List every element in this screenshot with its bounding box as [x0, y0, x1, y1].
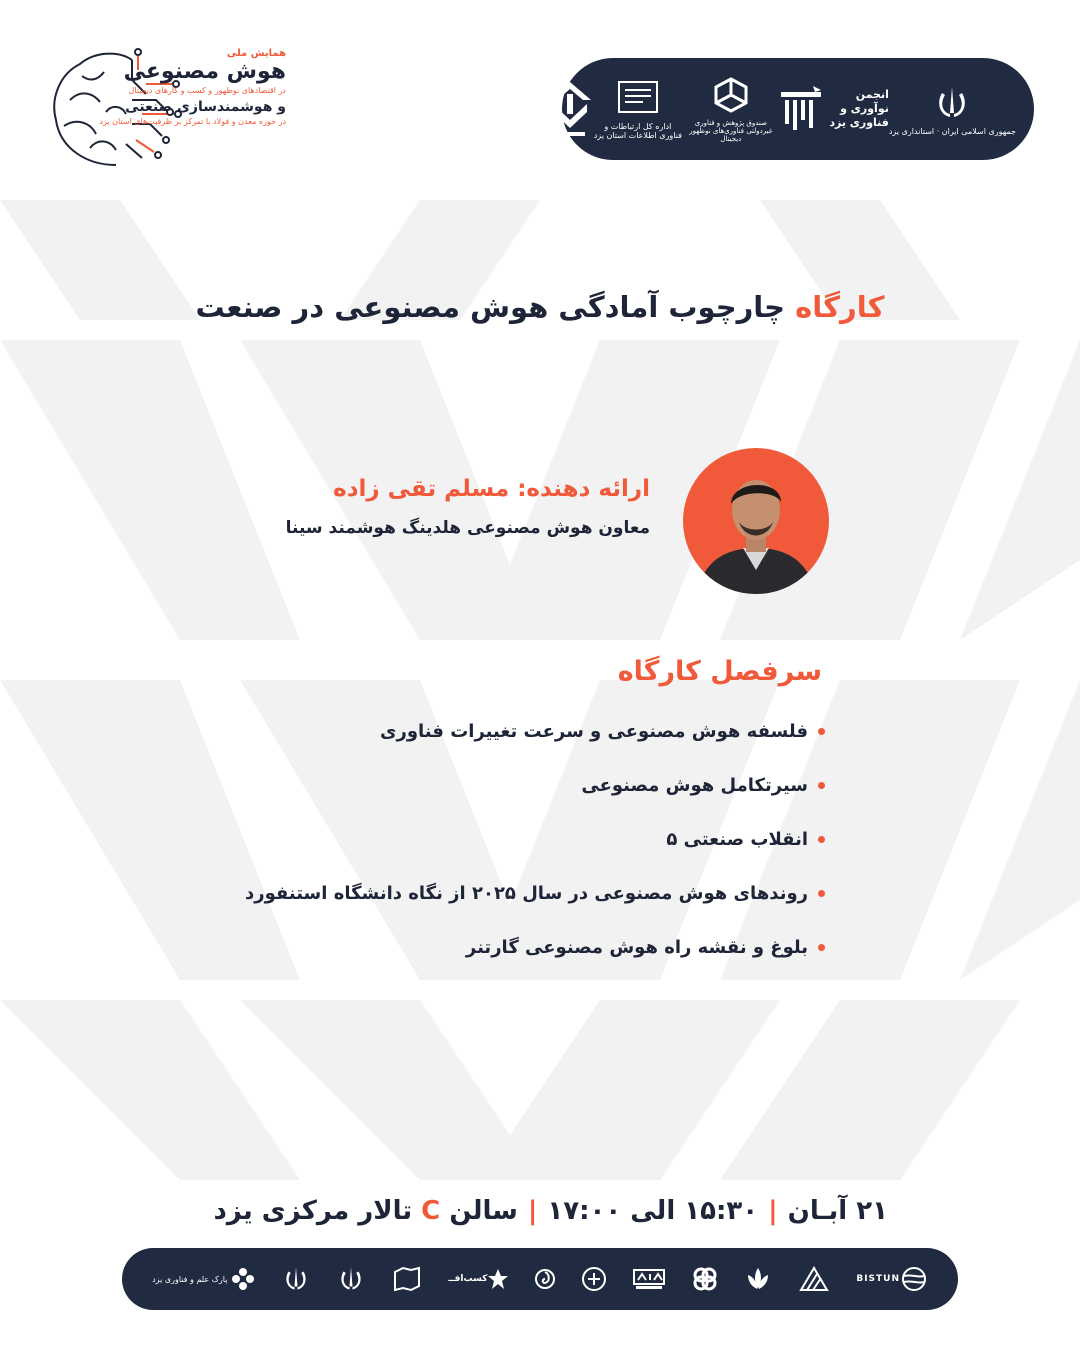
sponsor-logo-emblem-2	[336, 1264, 366, 1294]
speaker-portrait	[683, 448, 829, 594]
event-hall-letter: C	[421, 1196, 441, 1226]
list-item	[245, 758, 825, 812]
list-item	[245, 812, 825, 866]
conference-title-line2: و هوشمندسازی صنعتی	[125, 99, 286, 115]
speaker-name: ارائه دهنده: مسلم تقی زاده	[333, 476, 650, 502]
topic-text: روندهای هوش مصنوعی در سال ۲۰۲۵ از نگاه دانشگاه استنفورد	[245, 882, 808, 904]
sponsor-logo-kasbafa	[448, 1267, 509, 1291]
sponsor-logo-innovation-association	[779, 84, 889, 134]
topic-text: فلسفه هوش مصنوعی و سرعت تغییرات فناوری	[380, 720, 808, 742]
sponsor-logo-lotus	[744, 1265, 772, 1293]
azad-university-icon	[547, 80, 593, 138]
iran-emblem-icon	[932, 83, 972, 123]
flower-logo-icon	[230, 1266, 256, 1292]
bottom-sponsor-bar	[122, 1248, 958, 1310]
separator: |	[527, 1196, 538, 1226]
sponsor-logo-ostandari	[889, 83, 1016, 136]
sponsor-logo-afagh	[632, 1266, 666, 1292]
map-logo-icon	[391, 1264, 423, 1294]
conference-title-line1: هوش مصنوعی	[123, 59, 286, 84]
event-venue: تالار مرکزی یزد	[213, 1196, 413, 1226]
sponsor-logo-circle	[581, 1266, 607, 1292]
speaker-photo	[683, 448, 829, 594]
list-item	[245, 704, 825, 758]
circle-logo-icon	[581, 1266, 607, 1292]
list-item	[245, 920, 825, 974]
iran-emblem-icon	[336, 1264, 366, 1294]
conference-subtitle-line1: در اقتصادهای نوظهور و کسب و کارهای دیجیتال	[128, 86, 286, 95]
sponsor-logo-science-park	[152, 1266, 256, 1292]
conference-subtitle-line2: در حوزه معدن و فولاد با تمرکز بر ظرفیت‌های استان یزد	[99, 117, 286, 126]
cube-icon	[711, 75, 751, 115]
sponsor-label: پارک علم و فناوری یزد	[152, 1274, 228, 1284]
conference-small-label: همایش ملی	[226, 48, 286, 59]
topic-text: انقلاب صنعتی ۵	[666, 828, 808, 850]
separator: |	[768, 1196, 778, 1226]
sponsor-label: انجمن نوآوری و فناوری یزد	[829, 88, 889, 129]
sponsor-logo-fund	[683, 75, 779, 143]
sponsor-logo-knot	[691, 1265, 719, 1293]
pillar-icon	[779, 84, 823, 134]
speaker-role: معاون هوش مصنوعی هلدینگ هوشمند سینا	[285, 518, 650, 538]
triangle-logo-icon	[797, 1264, 831, 1294]
sponsor-label: BISTUN	[856, 1274, 900, 1284]
sponsor-logo-emblem-1	[281, 1264, 311, 1294]
lotus-logo-icon	[744, 1265, 772, 1293]
event-info	[213, 1196, 888, 1226]
headline-text: چارچوب آمادگی هوش مصنوعی در صنعت	[195, 290, 796, 324]
headline-accent: کارگاه	[795, 290, 885, 324]
knot-logo-icon	[691, 1265, 719, 1293]
swirl-logo-icon	[534, 1268, 556, 1290]
bullet-icon	[818, 782, 825, 789]
topics-title: سرفصل کارگاه	[617, 656, 822, 687]
event-hall-label: سالن	[449, 1196, 518, 1226]
bistun-globe-icon	[900, 1265, 928, 1293]
sponsor-label: جمهوری اسلامی ایران · استانداری یزد	[888, 126, 1016, 136]
topics-list	[245, 704, 825, 974]
conference-logo	[46, 40, 286, 175]
ministry-icon	[613, 78, 663, 118]
topic-text: سیرتکامل هوش مصنوعی	[581, 774, 808, 796]
event-date: ۲۱ آبـان	[787, 1196, 888, 1226]
bullet-icon	[818, 890, 825, 897]
topic-text: بلوغ و نقشه راه هوش مصنوعی گارتنر	[465, 936, 808, 958]
iran-emblem-icon	[281, 1264, 311, 1294]
bullet-icon	[818, 836, 825, 843]
kasbafa-logo-icon	[487, 1267, 509, 1291]
sponsor-logo-azad-university	[547, 80, 593, 138]
sponsor-logo-map	[391, 1264, 423, 1294]
sponsor-logo-ict	[593, 78, 683, 140]
sponsor-label: اداره کل ارتباطات و فناوری اطلاعات استان یزد	[593, 122, 682, 140]
sponsor-logo-triangle	[797, 1264, 831, 1294]
sponsor-logo-bistun	[856, 1265, 928, 1293]
bullet-icon	[818, 944, 825, 951]
sponsor-logo-swirl	[534, 1268, 556, 1290]
list-item	[245, 866, 825, 920]
workshop-headline	[0, 290, 1080, 324]
top-sponsor-bar	[562, 58, 1034, 160]
sponsor-label: صندوق پژوهش و فناوری غیردولتی فناوری‌های نوظهور دیجیتال	[689, 119, 773, 143]
afagh-logo-icon	[632, 1266, 666, 1292]
sponsor-label: کسب‌افــ	[448, 1274, 488, 1284]
event-time: ۱۵:۳۰ الی ۱۷:۰۰	[547, 1196, 759, 1226]
bullet-icon	[818, 728, 825, 735]
